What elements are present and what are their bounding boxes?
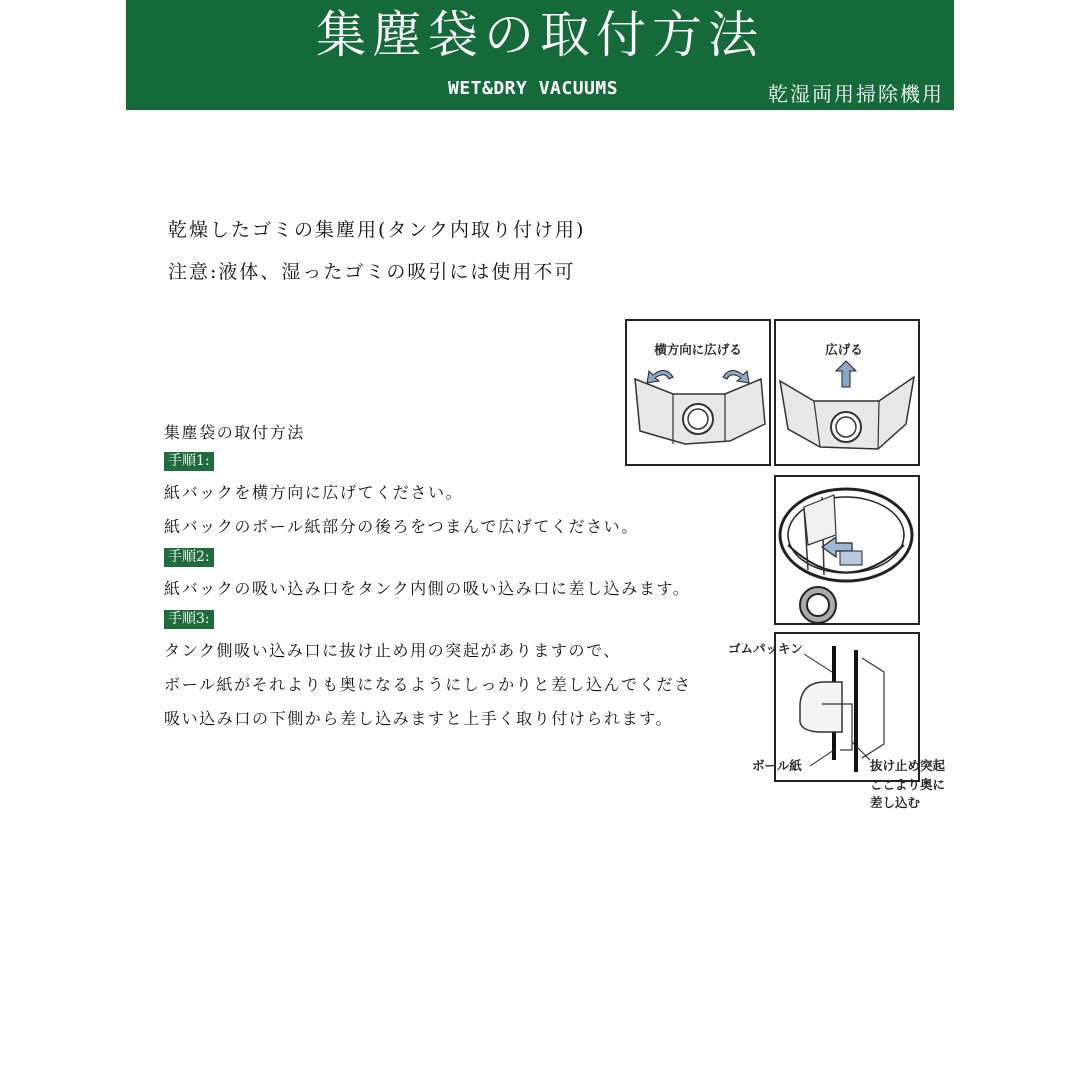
- step2-line1: 紙バックの吸い込み口をタンク内側の吸い込み口に差し込みます。: [164, 579, 691, 598]
- subtitle-japanese: 乾湿両用掃除機用: [768, 82, 944, 106]
- figure2-label: 広げる: [825, 342, 863, 357]
- subtitle-english: WET&DRY VACUUMS: [448, 78, 619, 99]
- instructions-block: [164, 420, 692, 736]
- intro-caution: 注意:液体、湿ったゴミの吸引には使用不可: [168, 261, 576, 283]
- step3-line3: 吸い込み口の下側から差し込みますと上手く取り付けられます。: [164, 709, 674, 728]
- step1-line2: 紙バックのボール紙部分の後ろをつまんで広げてください。: [164, 517, 639, 536]
- step3-badge: 手順3:: [164, 610, 214, 629]
- step1-badge: 手順1:: [164, 452, 214, 471]
- figure-tank-insertion: [774, 475, 920, 625]
- figure-spread-open: [774, 319, 920, 466]
- label-stopper-line3: 差し込む: [870, 795, 921, 810]
- header-banner: [126, 0, 954, 110]
- label-cardboard: ボール紙: [752, 758, 802, 773]
- step3-line2: ボール紙がそれよりも奥になるようにしっかりと差し込んでくださ: [164, 675, 692, 694]
- instructions-heading: 集塵袋の取付方法: [164, 423, 305, 442]
- intro-block: [168, 215, 585, 299]
- step3-line1: タンク側吸い込み口に抜け止め用の突起がありますので、: [164, 641, 621, 660]
- label-stopper-line2: ここより奥に: [870, 777, 946, 792]
- page-title: 集塵袋の取付方法: [316, 6, 764, 64]
- figure-spread-sideways: [625, 319, 771, 466]
- step2-badge: 手順2:: [164, 548, 214, 567]
- figure1-label: 横方向に広げる: [654, 342, 742, 357]
- label-rubber-packing: ゴムパッキン: [728, 641, 803, 656]
- figure-cross-section: [722, 632, 960, 812]
- intro-usage: 乾燥したゴミの集塵用(タンク内取り付け用): [168, 219, 586, 241]
- label-stopper-line1: 抜け止め突起: [870, 758, 946, 773]
- step1-line1: 紙バックを横方向に広げてください。: [164, 483, 464, 502]
